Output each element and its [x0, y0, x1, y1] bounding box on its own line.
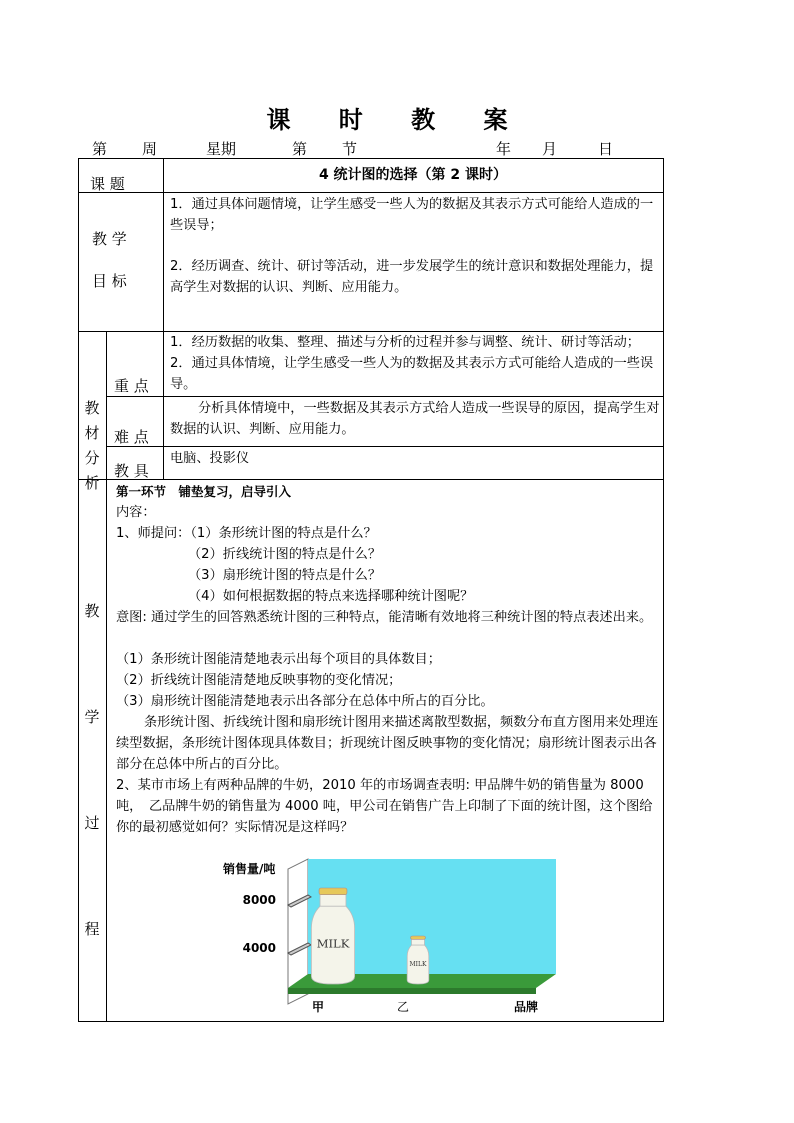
key-points-label: 重 点 — [114, 377, 149, 395]
objectives-label: 目 标 — [92, 272, 127, 290]
topic-label: 课 题 — [90, 175, 125, 193]
date-line — [78, 138, 664, 158]
chart-floor-edge — [288, 988, 536, 994]
bottle-label: MILK — [316, 936, 350, 951]
y-tick-label: 8000 — [242, 893, 276, 907]
intent-text: 意图: 通过学生的回答熟悉统计图的三种特点，能清晰有效地将三种统计图的特点表述出来。 — [116, 610, 653, 625]
tools-label: 教 具 — [114, 462, 149, 480]
objective-item: 1．通过具体问题情境，让学生感受一些人为的数据及其表示方式可能给人造成的一些误导； — [170, 197, 654, 233]
lesson-plan-table — [78, 158, 664, 1022]
y-axis-label: 销售量/吨 — [223, 862, 276, 876]
objective-item: 2．经历调查、统计、研讨等活动，进一步发展学生的统计意识和数据处理能力，提高学生对数据的认识、判断、应用能力。 — [170, 259, 654, 295]
process-label: 教学过程 — [84, 602, 100, 938]
category-label: 甲 — [311, 1000, 325, 1014]
summary-text: 条形统计图、折线统计图和扇形统计图用来描述离散型数据，频数分布直方图用来处理连续型数据，条形统计图体现具体数目；折现统计图反映事物的变化情况；扇形统计图表示出各部分在总体中所占的百分比。 — [116, 715, 659, 772]
bottle-cap — [411, 936, 426, 939]
category-label: 乙 — [396, 1000, 410, 1014]
problem-text: 2、某市市场上有两种品牌的牛奶，2010 年的市场调查表明: 甲品牌牛奶的销售量为 8000 吨， 乙品牌牛奶的销售量为 4000 吨，甲公司在销售广告上印制了下面的统计图，这个图给你的最初感觉如何？实际情况是这样吗？ — [116, 778, 653, 835]
question-1: 1、师提问：（1）条形统计图的特点是什么？ — [116, 526, 377, 541]
table-border — [78, 158, 79, 1022]
column-divider — [106, 331, 107, 1022]
answer-1: （1）条形统计图能清楚地表示出每个项目的具体数目； — [116, 652, 441, 667]
year-label: 年 — [496, 140, 512, 158]
tools-text: 电脑、投影仪 — [170, 451, 250, 466]
month-label: 月 — [542, 140, 558, 158]
key-point-item: 2．通过具体情境，让学生感受一些人为的数据及其表示方式可能给人造成的一些误导。 — [170, 356, 654, 392]
row-divider — [78, 192, 664, 193]
question-4: （4）如何根据数据的特点来选择哪种统计图呢？ — [188, 589, 474, 604]
bottle-cap — [319, 888, 347, 895]
row-divider — [106, 396, 664, 397]
weekday-label: 星期 — [206, 140, 237, 158]
milk-sales-chart — [218, 854, 568, 1019]
key-point-item: 1．经历数据的收集、整理、描述与分析的过程并参与调整、统计、研讨等活动； — [170, 335, 640, 350]
period-suffix: 节 — [342, 140, 358, 158]
table-border — [78, 1021, 664, 1022]
answer-3: （3）扇形统计图能清楚地表示出各部分在总体中所占的百分比。 — [116, 694, 494, 709]
column-divider — [163, 331, 164, 479]
answer-2: （2）折线统计图能清楚地反映事物的变化情况； — [116, 673, 402, 688]
week-prefix: 第 — [92, 140, 108, 158]
question-3: （3）扇形统计图的特点是什么？ — [188, 568, 382, 583]
table-border — [663, 158, 664, 1022]
difficulties-label: 难 点 — [114, 428, 149, 446]
week-suffix: 周 — [142, 140, 158, 158]
row-divider — [78, 479, 664, 480]
difficulties-text: 分析具体情境中，一些数据及其表示方式给人造成一些误导的原因，提高学生对数据的认识、判断、应用能力。 — [170, 401, 660, 437]
bottle-label: MILK — [409, 960, 427, 968]
topic-value: 4 统计图的选择（第 2 课时） — [318, 167, 508, 183]
analysis-label: 教材分析 — [84, 399, 100, 492]
row-divider — [106, 446, 664, 447]
question-2: （2）折线统计图的特点是什么？ — [188, 547, 382, 562]
x-axis-label: 品牌 — [514, 1000, 539, 1014]
section-title: 第一环节 铺垫复习，启导引入 — [116, 484, 292, 499]
content-label: 内容： — [116, 505, 156, 520]
y-tick-label: 4000 — [242, 941, 276, 955]
objectives-label: 教 学 — [92, 230, 127, 248]
page-title: 课 时 教 案 — [266, 105, 528, 134]
period-prefix: 第 — [292, 140, 308, 158]
day-label: 日 — [598, 140, 614, 158]
table-border — [78, 158, 664, 159]
